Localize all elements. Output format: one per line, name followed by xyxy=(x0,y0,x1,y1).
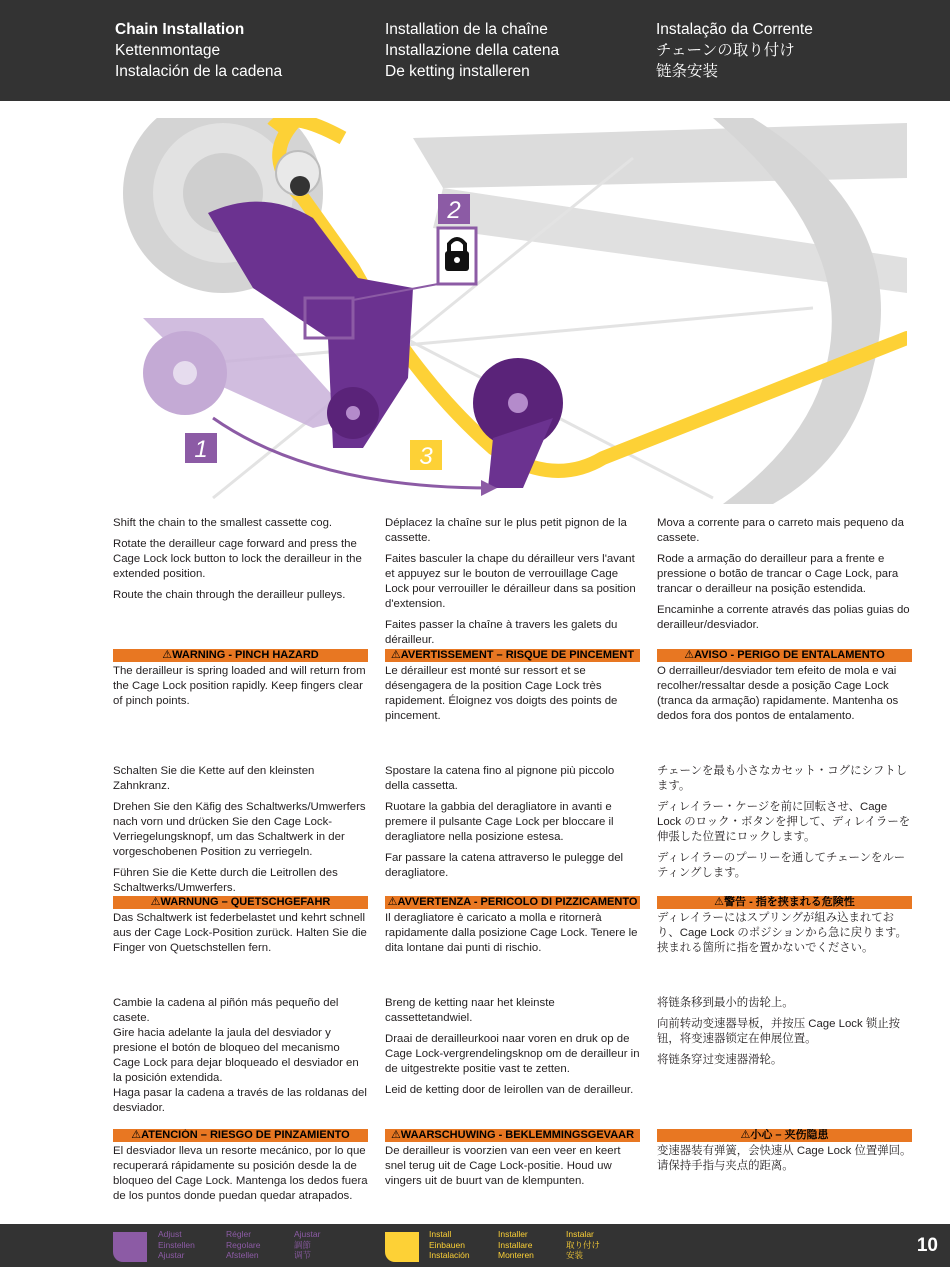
warning-text-es: El desviador lleva un resorte mecánico, por lo que recuperará rápidamente su posición desde la de bloqueo del Cage Lock. Mantenga los dedos fuera de los puntos donde puedan quedar atrapados. xyxy=(113,1145,368,1202)
adjust-it: Regolare xyxy=(226,1239,261,1250)
adjust-labels-2 xyxy=(226,1229,261,1261)
derailleur-illustration xyxy=(113,118,907,504)
header-column-3 xyxy=(656,19,916,82)
warning-label-ja: ⚠警告 - 指を挟まれる危険性 xyxy=(657,896,912,909)
adjust-ja: 調節 xyxy=(294,1239,312,1250)
title-es: Instalación de la cadena xyxy=(115,63,283,80)
warning-label-zh: ⚠小心 – 夹伤隐患 xyxy=(657,1129,912,1142)
warning-text-nl: De derailleur is voorzien van een veer en keert snel terug uit de Cage Lock-positie. Houd uw vingers uit de buurt van de klempunten. xyxy=(385,1145,621,1187)
install-labels-2 xyxy=(498,1229,534,1261)
step-nl-2: Draai de derailleurkooi naar voren en druk op de Cage Lock-vergrendelingsknop om de derailleur in de uitgestrekte positie vast te zetten. xyxy=(385,1033,640,1075)
header-column-2 xyxy=(385,19,645,82)
title-pt: Instalação da Corrente xyxy=(656,21,813,38)
install-it: Installare xyxy=(498,1239,533,1250)
steps-ja xyxy=(657,764,912,887)
title-fr: Installation de la chaîne xyxy=(385,21,548,38)
step-zh-2: 向前转动变速器导板，并按压 Cage Lock 锁止按钮，将变速器锁定在伸展位置。 xyxy=(657,1018,901,1045)
step-en-3: Route the chain through the derailleur pulleys. xyxy=(113,589,346,601)
install-labels-1 xyxy=(429,1229,470,1261)
warning-text-it: Il deragliatore è caricato a molla e ritornerà rapidamente dalla posizione Cage Lock. Tenere le dita lontane dai punti di rischio. xyxy=(385,912,638,954)
warning-fr xyxy=(385,649,640,724)
page-footer xyxy=(0,1224,950,1267)
install-es: Instalación xyxy=(429,1250,470,1260)
warning-zh xyxy=(657,1129,912,1174)
padlock-icon xyxy=(438,228,476,284)
warning-label-it: ⚠AVVERTENZA - PERICOLO DI PIZZICAMENTO xyxy=(385,896,640,909)
warning-pt xyxy=(657,649,912,724)
step-en-2: Rotate the derailleur cage forward and press the Cage Lock lock button to lock the derailleur in the extended position. xyxy=(113,538,362,580)
adjust-pt: Ajustar xyxy=(294,1229,321,1239)
steps-es xyxy=(113,996,368,1116)
step-nl-1: Breng de ketting naar het kleinste cassettetandwiel. xyxy=(385,997,555,1024)
step-pt-1: Mova a corrente para o carreto mais pequeno da cassete. xyxy=(657,517,904,544)
install-zh: 安装 xyxy=(566,1250,584,1260)
step-nl-3: Leid de ketting door de leirollen van de derailleur. xyxy=(385,1084,634,1096)
step-de-3: Führen Sie die Kette durch die Leitrollen des Schaltwerks/Umwerfers. xyxy=(113,867,338,894)
install-labels-3 xyxy=(566,1229,600,1261)
step-1-number: 1 xyxy=(194,436,208,463)
step-es-1: Cambie la cadena al piñón más pequeño del casete. xyxy=(113,997,339,1024)
steps-fr xyxy=(385,516,640,654)
step-en-1: Shift the chain to the smallest cassette cog. xyxy=(113,517,333,529)
warning-label-fr: ⚠AVERTISSEMENT – RISQUE DE PINCEMENT xyxy=(385,649,640,662)
warning-label-nl: ⚠WAARSCHUWING - BEKLEMMINGSGEVAAR xyxy=(385,1129,640,1142)
step-it-1: Spostare la catena fino al pignone più piccolo della cassetta. xyxy=(385,765,615,792)
step-2-number: 2 xyxy=(447,197,461,224)
step-zh-1: 将链条移到最小的齿轮上。 xyxy=(657,997,794,1009)
title-ja: チェーンの取り付け xyxy=(656,42,795,59)
step-de-2: Drehen Sie den Käfig des Schaltwerks/Umwerfers nach vorn und drücken Sie den Cage Lock-Verriegelungsknopf, um das Schaltwerk in der vorgeschobenen Position zu verriegeln. xyxy=(113,801,366,858)
title-zh: 链条安装 xyxy=(656,63,719,80)
step-es-2: Gire hacia adelante la jaula del desviador y presione el botón de bloqueo del mecanismo Cage Lock para dejar bloqueado el desviador en la posición extendida. xyxy=(113,1027,359,1084)
step-it-3: Far passare la catena attraverso le pulegge del deragliatore. xyxy=(385,852,624,879)
warning-en xyxy=(113,649,368,709)
adjust-nl: Afstellen xyxy=(226,1250,259,1260)
warning-text-en: The derailleur is spring loaded and will return from the Cage Lock position rapidly. Keep fingers clear of pinch points. xyxy=(113,665,366,707)
install-en: Install xyxy=(429,1229,452,1239)
steps-nl xyxy=(385,996,640,1104)
warning-de xyxy=(113,896,368,956)
warning-es xyxy=(113,1129,368,1204)
warning-label-es: ⚠ATENCIÓN – RIESGO DE PINZAMIENTO xyxy=(113,1129,368,1142)
adjust-fr: Régler xyxy=(226,1229,252,1239)
page-header xyxy=(0,0,950,101)
step-zh-3: 将链条穿过变速器滑轮。 xyxy=(657,1054,783,1066)
step-ja-1: チェーンを最も小さなカセット・コグにシフトします。 xyxy=(657,765,908,792)
warning-text-ja: ディレイラーにはスプリングが組み込まれており、Cage Lock のポジションから急に戻ります。挟まれる箇所に指を置かないでください。 xyxy=(657,912,907,954)
adjust-es: Ajustar xyxy=(158,1250,185,1260)
warning-ja xyxy=(657,896,912,956)
steps-de xyxy=(113,764,368,902)
steps-pt xyxy=(657,516,912,639)
step-ja-3: ディレイラーのプーリーを通してチェーンをルーティングします。 xyxy=(657,852,906,879)
title-nl: De ketting installeren xyxy=(385,63,530,80)
step-pt-3: Encaminhe a corrente através das polias guias do derailleur/desviador. xyxy=(657,604,910,631)
title-en: Chain Installation xyxy=(115,21,245,38)
adjust-labels-3 xyxy=(294,1229,320,1261)
step-fr-1: Déplacez la chaîne sur le plus petit pignon de la cassette. xyxy=(385,517,627,544)
step-de-1: Schalten Sie die Kette auf den kleinsten Zahnkranz. xyxy=(113,765,315,792)
adjust-de: Einstellen xyxy=(158,1239,195,1250)
adjust-en: Adjust xyxy=(158,1229,182,1239)
steps-zh xyxy=(657,996,912,1074)
title-it: Installazione della catena xyxy=(385,42,560,59)
step-fr-3: Faites passer la chaîne à travers les galets du dérailleur. xyxy=(385,619,618,646)
step-3-number: 3 xyxy=(419,443,433,470)
install-pt: Instalar xyxy=(566,1229,594,1239)
adjust-tab-swatch xyxy=(113,1232,147,1262)
install-tab-swatch xyxy=(385,1232,419,1262)
warning-nl xyxy=(385,1129,640,1189)
step-es-3: Haga pasar la cadena a través de las roldanas del desviador. xyxy=(113,1087,367,1114)
warning-label-de: ⚠WARNUNG – QUETSCHGEFAHR xyxy=(113,896,368,909)
step-pt-2: Rode a armação do derailleur para a frente e pressione o botão de trancar o Cage Lock, para trancar o derailleur na posição estendida. xyxy=(657,553,899,595)
warning-text-pt: O derrailleur/desviador tem efeito de mola e vai recolher/ressaltar desde a posição Cage Lock (tranca da armação) rapidamente. Mantenha os dedos fora dos pontos de entalamento. xyxy=(657,665,899,722)
install-nl: Monteren xyxy=(498,1250,534,1260)
steps-en xyxy=(113,516,368,609)
warning-label-en: ⚠WARNING - PINCH HAZARD xyxy=(113,649,368,662)
page-number: 10 xyxy=(916,1235,938,1256)
adjust-zh: 调节 xyxy=(294,1250,312,1260)
steps-it xyxy=(385,764,640,887)
warning-it xyxy=(385,896,640,956)
header-column-1 xyxy=(115,19,375,82)
install-de: Einbauen xyxy=(429,1239,465,1250)
warning-text-fr: Le dérailleur est monté sur ressort et se désengagera de la position Cage Lock très rapidement. Éloignez vos doigts des points de pincement. xyxy=(385,665,618,722)
adjust-labels-1 xyxy=(158,1229,195,1261)
warning-text-zh: 变速器装有弹簧，会快速从 Cage Lock 位置弹回。请保持手指与夹点的距离。 xyxy=(657,1145,912,1172)
warning-text-de: Das Schaltwerk ist federbelastet und kehrt schnell aus der Cage Lock-Position zurück. Halten Sie die Finger von Quetschstellen fern. xyxy=(113,912,367,954)
install-ja: 取り付け xyxy=(566,1239,601,1250)
step-ja-2: ディレイラー・ケージを前に回転させ、Cage Lock のロック・ボタンを押して、ディレイラーを伸張した位置にロックします。 xyxy=(657,801,911,843)
install-fr: Installer xyxy=(498,1229,528,1239)
step-it-2: Ruotare la gabbia del deragliatore in avanti e premere il pulsante Cage Lock per bloccare il deragliatore nella posizione estesa. xyxy=(385,801,614,843)
warning-label-pt: ⚠AVISO - PERIGO DE ENTALAMENTO xyxy=(657,649,912,662)
step-fr-2: Faites basculer la chape du dérailleur vers l'avant et appuyez sur le bouton de verrouillage Cage Lock pour verrouiller le dérailleur dans sa position d'extension. xyxy=(385,553,636,610)
title-de: Kettenmontage xyxy=(115,42,221,59)
